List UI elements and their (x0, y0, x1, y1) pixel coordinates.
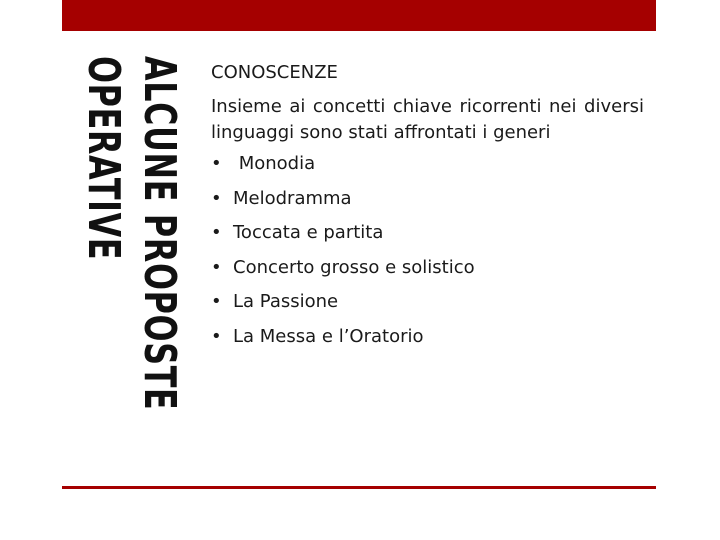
list-item-text: La Messa e l’Oratorio (233, 325, 424, 347)
slide-content (211, 58, 644, 354)
list-item (211, 182, 644, 217)
genre-list (211, 147, 644, 354)
vertical-title (75, 56, 187, 446)
list-item-text: La Passione (233, 291, 339, 312)
list-item (211, 285, 644, 320)
bullet-icon: • (211, 153, 222, 174)
top-accent-bar (62, 0, 656, 31)
list-item-text: Monodia (233, 153, 316, 174)
bullet-icon: • (211, 291, 222, 312)
list-item (211, 147, 644, 182)
list-item-text: Concerto grosso e solistico (233, 256, 475, 278)
list-item (211, 216, 644, 251)
section-heading: CONOSCENZE (211, 62, 338, 83)
list-item (211, 251, 644, 286)
bullet-icon: • (211, 256, 222, 278)
title-line-2: OPERATIVE (78, 56, 129, 261)
intro-paragraph: Insieme ai concetti chiave ricorrenti nei diversi linguaggi sono stati affrontati i generi (211, 96, 644, 143)
list-item-text: Melodramma (233, 187, 352, 209)
bullet-icon: • (211, 187, 222, 209)
list-item (211, 320, 644, 355)
title-line-1: ALCUNE PROPOSTE (134, 56, 185, 411)
bottom-divider (62, 486, 656, 489)
bullet-icon: • (211, 222, 222, 243)
list-item-text: Toccata e partita (233, 222, 384, 243)
bullet-icon: • (211, 325, 222, 347)
